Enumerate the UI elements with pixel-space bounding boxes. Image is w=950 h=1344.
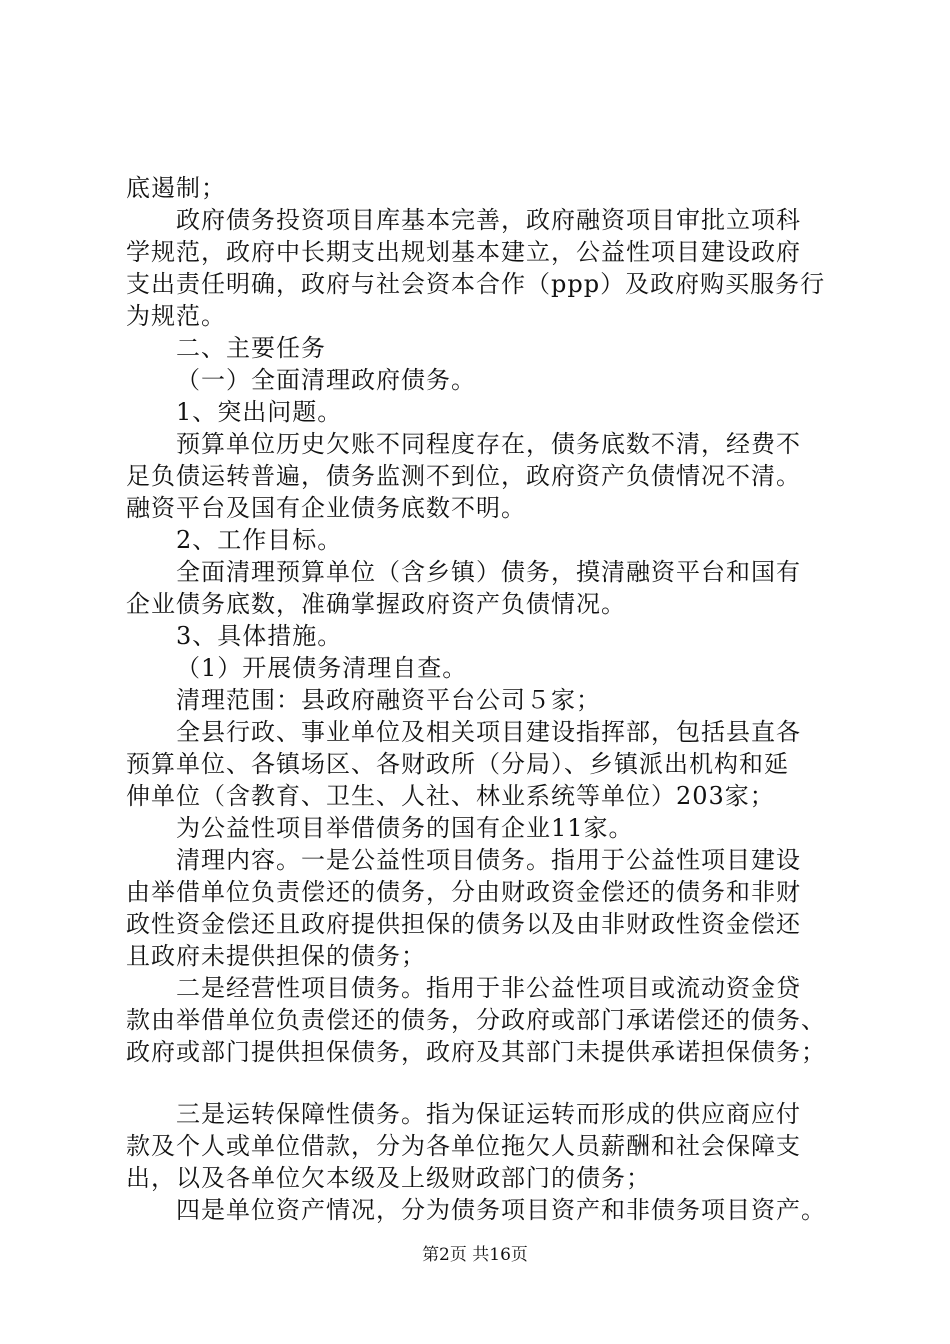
text-line: 融资平台及国有企业债务底数不明。 [126, 494, 526, 522]
text-line: 预算单位、各镇场区、各财政所（分局）、乡镇派出机构和延 [126, 750, 789, 778]
text-line: 清理内容。一是公益性项目债务。指用于公益性项目建设 [176, 846, 801, 874]
text-line: 企业债务底数，准确掌握政府资产负债情况。 [126, 590, 626, 618]
item-heading: 1、突出问题。 [176, 398, 343, 426]
text-line: 预算单位历史欠账不同程度存在，债务底数不清，经费不 [176, 430, 801, 458]
page-footer [0, 1244, 950, 1266]
text-line: 四是单位资产情况，分为债务项目资产和非债务项目资产。 [176, 1196, 826, 1224]
text-line: 学规范，政府中长期支出规划基本建立，公益性项目建设政府 [126, 238, 801, 266]
text-line: 为公益性项目举借债务的国有企业11家。 [176, 814, 634, 842]
text-line: 出，以及各单位欠本级及上级财政部门的债务； [126, 1164, 651, 1192]
text-line: 由举借单位负责偿还的债务，分由财政资金偿还的债务和非财 [126, 878, 801, 906]
document-body [126, 172, 844, 1226]
text-line: 全县行政、事业单位及相关项目建设指挥部，包括县直各 [176, 718, 801, 746]
text-line: 伸单位（含教育、卫生、人社、林业系统等单位）203家； [126, 782, 775, 810]
text-line: 底遏制； [126, 174, 226, 202]
text-line: 为规范。 [126, 302, 226, 330]
text-line: 支出责任明确，政府与社会资本合作（ppp）及政府购买服务行 [126, 270, 826, 298]
paragraph-gap [126, 1068, 844, 1098]
text-line: 且政府未提供担保的债务； [126, 942, 426, 970]
text-line: 政府债务投资项目库基本完善，政府融资项目审批立项科 [176, 206, 801, 234]
text-line: 清理范围：县政府融资平台公司５家； [176, 686, 601, 714]
item-heading: 3、具体措施。 [176, 622, 343, 650]
text-line: 二是经营性项目债务。指用于非公益性项目或流动资金贷 [176, 974, 801, 1002]
item-heading: 2、工作目标。 [176, 526, 343, 554]
text-line: 款由举借单位负责偿还的债务，分政府或部门承诺偿还的债务、 [126, 1006, 826, 1034]
text-line: 三是运转保障性债务。指为保证运转而形成的供应商应付 [176, 1100, 801, 1128]
text-line: 政性资金偿还且政府提供担保的债务以及由非财政性资金偿还 [126, 910, 801, 938]
text-line: 足负债运转普遍，债务监测不到位，政府资产负债情况不清。 [126, 462, 801, 490]
page-number: 第2页 共16页 [422, 1245, 528, 1265]
text-line: 款及个人或单位借款，分为各单位拖欠人员薪酬和社会保障支 [126, 1132, 801, 1160]
subsection-heading: （一）全面清理政府债务。 [176, 366, 476, 394]
text-line: 政府或部门提供担保债务，政府及其部门未提供承诺担保债务； [126, 1038, 826, 1066]
section-heading: 二、主要任务 [176, 334, 326, 362]
text-line: 全面清理预算单位（含乡镇）债务，摸清融资平台和国有 [176, 558, 801, 586]
item-heading: （1）开展债务清理自查。 [176, 654, 468, 682]
